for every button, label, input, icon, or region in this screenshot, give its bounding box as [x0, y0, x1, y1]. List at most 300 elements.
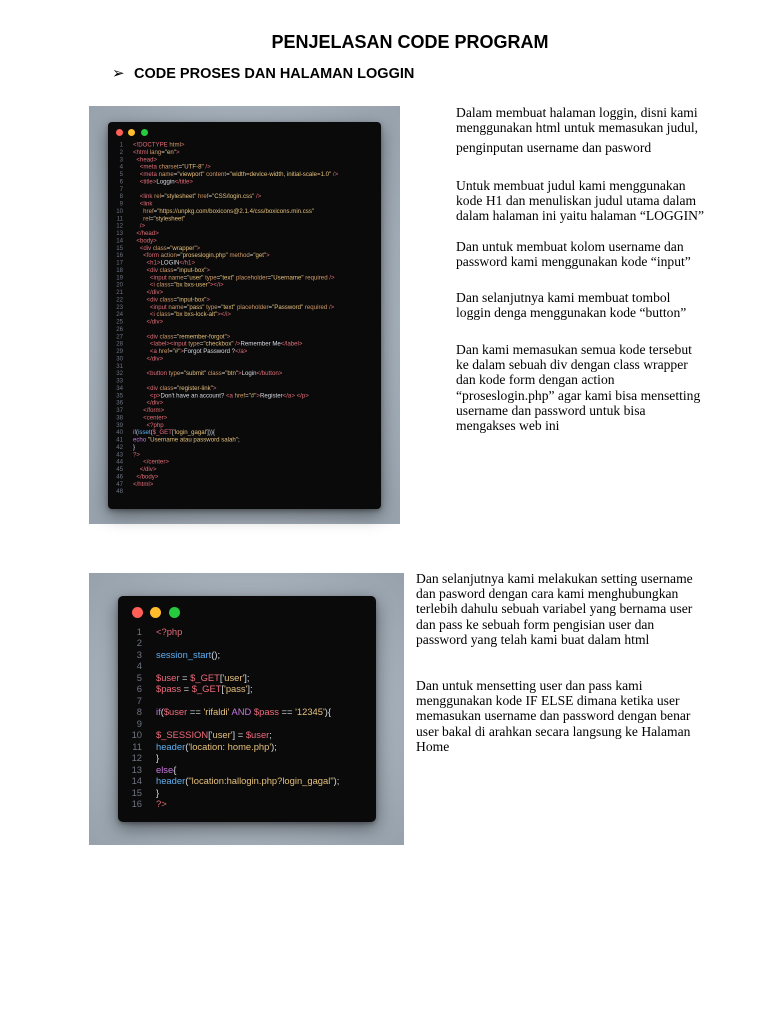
- code-token: class: [206, 369, 222, 377]
- code-token: =: [221, 369, 226, 377]
- code-token: Remember Me: [240, 340, 281, 348]
- line-number: 10: [131, 729, 142, 741]
- code-token: "text": [221, 303, 236, 311]
- code-token: "UTF-8": [182, 163, 204, 171]
- code-token: </label>: [280, 340, 303, 348]
- code-token: <html: [133, 148, 150, 156]
- code-token: <div: [133, 332, 160, 340]
- code-token: (: [160, 706, 164, 718]
- code-token: <div: [133, 244, 153, 252]
- code-line: [112, 296, 381, 303]
- code-token: name: [168, 303, 184, 311]
- line-number: 22: [116, 295, 123, 303]
- paragraph-line: Home: [416, 738, 450, 754]
- line-number: 16: [116, 251, 123, 259]
- paragraph-line: loggin denga menggunakan kode “button”: [456, 305, 687, 321]
- paragraph-line: dan kode form dengan action: [456, 372, 615, 388]
- code-line: [112, 266, 381, 273]
- code-token: ?>: [156, 798, 167, 810]
- paragraph-line: menggunakan html untuk memasukan judul,: [456, 120, 699, 136]
- code-token: =: [208, 192, 213, 200]
- paragraph: [416, 678, 690, 754]
- line-number: 14: [116, 236, 123, 244]
- paragraph: [456, 105, 698, 135]
- code-line: [112, 362, 381, 369]
- line-number: 30: [116, 354, 123, 362]
- code-token: Register: [259, 391, 283, 399]
- code-token: [: [171, 428, 174, 436]
- line-number: 3: [136, 648, 142, 660]
- line-number: 39: [116, 421, 123, 429]
- code-token: ];: [244, 671, 250, 683]
- code-token: <?php: [133, 421, 164, 429]
- code-token: ?>: [133, 450, 140, 458]
- line-number: 38: [116, 413, 123, 421]
- code-token: </div>: [133, 318, 164, 325]
- line-number: 45: [116, 465, 123, 473]
- paragraph-line: Untuk membuat judul kami menggunakan: [456, 178, 686, 193]
- code-token: "submit": [183, 369, 207, 377]
- code-token: rel: [133, 214, 150, 222]
- line-number: 2: [136, 637, 142, 649]
- paragraph-line: dan pass ke sebuah form pengisian user dan: [416, 616, 655, 632]
- code-token: </body>: [133, 472, 159, 480]
- code-listing: [112, 141, 381, 495]
- arrow-bullet-icon: ➢: [112, 64, 125, 82]
- line-number: 16: [131, 798, 142, 810]
- line-number: 35: [116, 391, 123, 399]
- line-number: 14: [131, 775, 142, 787]
- code-line: [112, 436, 381, 443]
- code-token: }: [133, 443, 136, 451]
- code-token: =: [173, 170, 178, 178]
- code-token: <h1>: [133, 259, 161, 266]
- line-number: 32: [116, 369, 123, 377]
- code-token: "Username atau password salah": [147, 436, 238, 443]
- code-token: />: [233, 340, 241, 348]
- code-token: <p>: [133, 391, 161, 399]
- code-token: </div>: [133, 288, 164, 296]
- code-token: placeholder: [234, 273, 268, 281]
- code-token: </h1>: [179, 259, 196, 266]
- code-line: [124, 741, 374, 752]
- line-number: 9: [136, 717, 142, 729]
- code-token: <meta: [133, 170, 159, 178]
- code-screenshot-login-html: [89, 106, 400, 524]
- window-minimize-icon: [150, 607, 161, 618]
- code-line: [112, 466, 381, 473]
- code-token: href: [158, 347, 170, 355]
- code-editor-window: [118, 596, 376, 822]
- window-maximize-icon: [141, 129, 148, 136]
- code-token: =: [180, 369, 184, 377]
- code-token: "stylesheet": [153, 214, 186, 222]
- line-number: 48: [116, 487, 123, 495]
- code-token: ] =: [232, 729, 246, 741]
- code-line: [112, 384, 381, 391]
- code-token: >: [266, 251, 270, 259]
- code-token: <?php: [156, 626, 183, 637]
- code-token: $user: [156, 671, 180, 683]
- code-token: "bx bxs-lock-alt": [173, 310, 218, 318]
- code-token: >: [206, 295, 210, 303]
- code-line: [112, 458, 381, 465]
- code-token: type: [188, 340, 200, 348]
- code-line: [112, 178, 381, 185]
- section-heading-text: CODE PROSES DAN HALAMAN LOGGIN: [134, 66, 415, 82]
- code-token: >: [206, 266, 210, 274]
- code-token: "viewport": [177, 170, 205, 178]
- line-number: 4: [136, 660, 142, 672]
- code-line: [112, 193, 381, 200]
- code-line: [124, 764, 374, 775]
- code-line: [112, 429, 381, 436]
- code-line: [112, 480, 381, 487]
- code-token: <link: [133, 192, 155, 200]
- line-number: 12: [116, 222, 123, 230]
- code-token: <i: [133, 281, 157, 289]
- code-token: href: [234, 391, 246, 399]
- code-line: [112, 414, 381, 421]
- code-token: Don't have an account?: [160, 391, 226, 399]
- code-line: [112, 207, 381, 214]
- code-token: <input: [133, 303, 169, 311]
- code-line: [112, 333, 381, 340]
- line-number: 42: [116, 443, 123, 451]
- code-token: "Username": [271, 273, 304, 281]
- code-token: ;: [237, 436, 240, 443]
- code-token: (: [136, 428, 139, 436]
- paragraph-line: kode H1 dan menuliskan judul utama dalam: [456, 193, 697, 209]
- code-token: >: [226, 332, 231, 340]
- code-token: />: [327, 273, 335, 281]
- code-token: =: [181, 683, 192, 695]
- code-line: [112, 318, 381, 325]
- line-number: 47: [116, 480, 123, 488]
- window-minimize-icon: [128, 129, 135, 136]
- code-line: [112, 421, 381, 428]
- code-line: [124, 637, 374, 648]
- code-token: =: [249, 251, 254, 259]
- code-line: [112, 163, 381, 170]
- code-token: </form>: [133, 406, 165, 414]
- code-token: 'pass': [224, 683, 248, 695]
- code-line: [112, 325, 381, 332]
- code-token: class: [152, 244, 167, 252]
- code-token: />: [254, 192, 262, 200]
- code-token: =: [161, 148, 165, 156]
- code-token: header: [156, 775, 186, 787]
- window-maximize-icon: [169, 607, 180, 618]
- code-token: "get": [253, 251, 267, 259]
- line-number: 13: [116, 229, 123, 237]
- code-token: </title>: [174, 177, 193, 185]
- code-line: [124, 649, 374, 660]
- paragraph-line: dalam halaman ini yaitu halaman “LOGGIN”: [456, 208, 704, 224]
- code-token: [: [221, 683, 225, 695]
- paragraph: [456, 178, 704, 224]
- code-token: class: [159, 332, 174, 340]
- code-line: [124, 787, 374, 798]
- line-number: 8: [119, 192, 123, 200]
- code-token: echo: [133, 436, 148, 443]
- code-token: =: [199, 340, 204, 348]
- code-token: <a: [225, 391, 235, 399]
- code-token: 'login_gagal': [173, 428, 208, 436]
- code-token: =: [170, 281, 174, 289]
- code-token: rel: [154, 192, 161, 200]
- code-token: class: [156, 310, 171, 318]
- code-token: class: [159, 266, 174, 274]
- code-token: ){: [324, 706, 332, 718]
- code-token: =: [166, 244, 171, 252]
- code-token: ];: [247, 683, 253, 695]
- line-number: 2: [119, 148, 123, 156]
- line-number: 26: [116, 325, 123, 333]
- code-token: =: [176, 251, 181, 259]
- line-number: 20: [116, 281, 123, 289]
- code-token: href: [133, 207, 154, 215]
- code-token: =: [170, 310, 174, 318]
- code-line: [124, 672, 374, 683]
- paragraph-line: Dan selanjutnya kami membuat tombol: [456, 290, 671, 305]
- code-line: [124, 660, 374, 671]
- line-number: 12: [131, 752, 142, 764]
- code-token: <div: [133, 266, 160, 274]
- code-line: [112, 303, 381, 310]
- line-number: 6: [119, 177, 123, 185]
- code-line: [112, 473, 381, 480]
- code-token: (: [185, 740, 189, 752]
- code-line: [112, 171, 381, 178]
- code-token: =: [183, 303, 188, 311]
- code-token: =: [173, 384, 178, 392]
- paragraph-line: ke dalam sebuah div dengan class wrapper: [456, 357, 688, 373]
- code-token: header: [156, 740, 186, 752]
- code-token: =: [217, 303, 222, 311]
- code-token: );: [333, 775, 340, 787]
- code-token: Forgot Password ?: [183, 347, 236, 355]
- paragraph-line: memasukan username dan password dengan benar: [416, 708, 691, 724]
- code-token: =: [178, 163, 183, 171]
- paragraph-line: Dan untuk membuat kolom username dan: [456, 239, 684, 254]
- code-listing: [124, 626, 374, 810]
- line-number: 24: [116, 310, 123, 318]
- code-token: class: [159, 384, 174, 392]
- section-heading: [112, 64, 414, 82]
- line-number: 28: [116, 340, 123, 348]
- code-token: }: [156, 752, 160, 764]
- code-token: </head>: [133, 229, 159, 237]
- code-token: '12345': [295, 706, 325, 718]
- code-token: type: [204, 303, 218, 311]
- code-token: <center>: [133, 413, 168, 421]
- code-line: [124, 626, 374, 637]
- code-token: </button>: [256, 369, 283, 377]
- code-token: [: [219, 671, 223, 683]
- line-number: 9: [119, 200, 123, 207]
- code-token: $pass: [156, 683, 182, 695]
- code-token: ();: [211, 648, 221, 660]
- code-token: href: [196, 192, 209, 200]
- code-line: [124, 718, 374, 729]
- paragraph: [456, 290, 686, 320]
- line-number: 10: [116, 207, 123, 215]
- code-token: (: [185, 775, 189, 787]
- code-line: [112, 237, 381, 244]
- line-number: 1: [136, 626, 142, 637]
- code-token: </div>: [133, 465, 157, 473]
- line-number: 4: [119, 163, 123, 171]
- line-number: 15: [131, 786, 142, 798]
- window-close-icon: [132, 607, 143, 618]
- line-number: 46: [116, 472, 123, 480]
- code-token: "register-link": [177, 384, 213, 392]
- code-token: $user: [163, 706, 188, 718]
- code-token: <head>: [133, 155, 158, 163]
- line-number: 43: [116, 450, 123, 458]
- code-token: />: [133, 222, 146, 230]
- code-token: "stylesheet": [164, 192, 197, 200]
- code-token: $_GET: [190, 671, 220, 683]
- code-token: 'rifaldi': [203, 706, 230, 718]
- code-token: <button: [133, 369, 169, 377]
- code-token: ></i>: [209, 281, 224, 289]
- paragraph-line: dan pasword dengan cara kami menghubungkan: [416, 586, 679, 602]
- code-token: <a: [133, 347, 159, 355]
- line-number: 15: [116, 244, 123, 252]
- line-number: 5: [119, 170, 123, 178]
- code-token: </a>: [235, 347, 248, 355]
- code-line: [124, 752, 374, 763]
- code-token: =: [169, 347, 173, 355]
- code-token: required: [303, 273, 328, 281]
- code-token: "input-box": [177, 295, 207, 303]
- code-line: [112, 244, 381, 251]
- line-number: 19: [116, 273, 123, 281]
- code-token: <body>: [133, 236, 157, 244]
- code-token: >: [175, 148, 180, 156]
- code-token: type: [203, 273, 217, 281]
- code-token: =: [245, 391, 249, 399]
- code-token: </html>: [133, 480, 154, 488]
- paragraph-line: terlebih dahulu sebuah variabel yang bernama user: [416, 601, 693, 617]
- line-number: 8: [136, 706, 142, 718]
- code-token: placeholder: [235, 303, 269, 311]
- code-token: charset: [158, 163, 179, 171]
- code-token: AND: [229, 706, 254, 718]
- code-token: =: [173, 295, 178, 303]
- code-token: </div>: [133, 354, 164, 362]
- code-token: 'location: home.php': [188, 740, 272, 752]
- code-token: =: [173, 266, 178, 274]
- window-close-icon: [116, 129, 123, 136]
- paragraph: [456, 239, 691, 269]
- code-token: ==: [278, 706, 296, 718]
- paragraph-line: penginputan username dan pasword: [456, 140, 652, 155]
- code-token: "https://unpkg.com/boxicons@2.1.4/css/boxicons.min.css": [157, 207, 315, 215]
- code-token: <!DOCTYPE: [133, 141, 170, 148]
- code-token: "width=device-width, initial-scale=1.0": [229, 170, 332, 178]
- code-token: class: [159, 295, 174, 303]
- code-token: {: [173, 763, 177, 775]
- code-token: html: [169, 141, 181, 148]
- paragraph-line: Dalam membuat halaman loggin, disni kami: [456, 105, 698, 120]
- code-token: <meta: [133, 163, 159, 171]
- code-token: />: [327, 303, 335, 311]
- code-line: [124, 695, 374, 706]
- code-token: }: [156, 786, 160, 798]
- code-token: =: [267, 273, 272, 281]
- code-token: class: [156, 281, 171, 289]
- code-token: >: [180, 347, 184, 355]
- line-number: 27: [116, 332, 123, 340]
- code-token: else: [156, 763, 174, 775]
- code-token: 'user': [210, 729, 233, 741]
- code-token: "user": [187, 273, 204, 281]
- code-line: [112, 259, 381, 266]
- code-token: session_start: [156, 648, 212, 660]
- code-line: [112, 222, 381, 229]
- code-token: />: [203, 163, 211, 171]
- line-number: 3: [119, 155, 123, 163]
- code-token: <link: [133, 200, 153, 207]
- paragraph: [456, 342, 700, 433]
- code-token: ;: [269, 729, 272, 741]
- code-token: <label><input: [133, 340, 189, 348]
- code-line: [112, 252, 381, 259]
- code-token: "btn": [225, 369, 239, 377]
- code-token: $_GET: [152, 428, 172, 436]
- code-line: [112, 377, 381, 384]
- code-token: =: [149, 214, 154, 222]
- code-token: =: [179, 671, 191, 683]
- code-token: =: [216, 273, 221, 281]
- paragraph-line: user bakal di arahkan secara langsung ke Halaman: [416, 723, 691, 739]
- line-number: 31: [116, 362, 123, 370]
- code-token: </a>: [282, 391, 295, 399]
- code-token: if: [133, 428, 137, 436]
- code-token: "checkbox": [203, 340, 234, 348]
- code-token: <title>: [133, 177, 157, 185]
- paragraph-line: Dan kami memasukan semua kode tersebut: [456, 342, 692, 357]
- code-token: >: [212, 384, 217, 392]
- paragraph-line: menggunakan kode IF ELSE dimana ketika user: [416, 693, 680, 709]
- paragraph: [456, 140, 651, 155]
- code-token: <input: [133, 273, 169, 281]
- paragraph-line: Dan untuk mensetting user dan pass kami: [416, 678, 643, 693]
- code-line: [112, 399, 381, 406]
- code-token: );: [271, 740, 277, 752]
- code-token: "Password": [272, 303, 304, 311]
- code-line: [124, 775, 374, 786]
- code-token: $pass: [253, 706, 279, 718]
- code-token: <i: [133, 310, 157, 318]
- line-number: 33: [116, 377, 123, 384]
- code-token: </div>: [133, 399, 164, 407]
- code-token: LOGIN: [160, 259, 180, 266]
- code-line: [112, 370, 381, 377]
- code-token: "proseslogin.php": [180, 251, 228, 259]
- code-token: name: [158, 170, 174, 178]
- code-token: lang: [149, 148, 162, 156]
- code-token: $_GET: [191, 683, 222, 695]
- code-token: </p>: [294, 391, 309, 399]
- code-line: [112, 311, 381, 318]
- code-line: [124, 729, 374, 740]
- line-number: 1: [119, 141, 123, 148]
- paragraph-line: Dan selanjutnya kami melakukan setting username: [416, 571, 693, 586]
